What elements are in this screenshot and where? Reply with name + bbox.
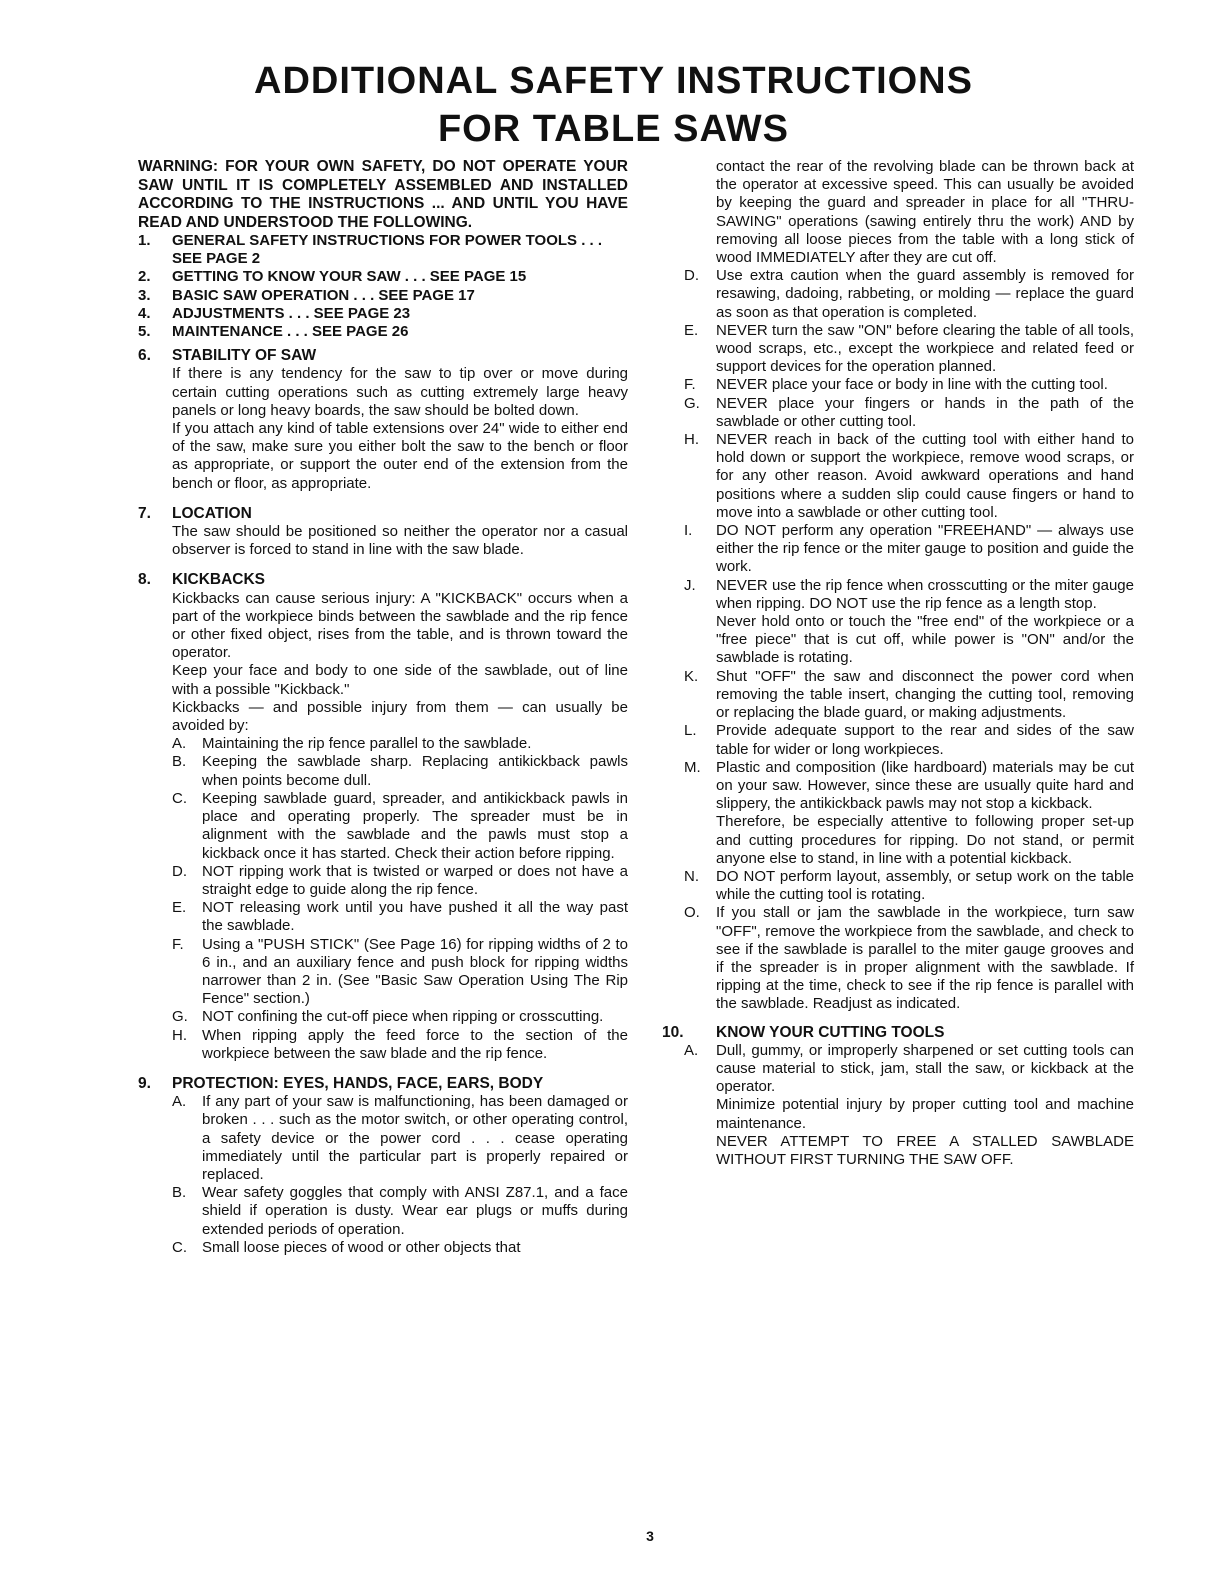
item-number: 3.: [138, 286, 151, 304]
item-number: 4.: [138, 304, 151, 322]
list-item: [138, 232, 628, 268]
sub-text: NEVER place your face or body in line with the cutting tool.: [716, 376, 1108, 394]
paragraph: Kickbacks can cause serious injury: A "KICKBACK" occurs when a part of the workpiece binds between the sawblade and the rip fence or other fixed object, rises from the table, and is thrown toward the operator.: [172, 589, 628, 662]
sub-text: Using a "PUSH STICK" (See Page 16) for ripping widths of 2 to 6 in., and an auxiliary fence and push block for ripping widths narrower than 2 in. (See "Basic Saw Operation Using The Rip Fence" section.): [202, 935, 628, 1008]
sub-item: [138, 1093, 628, 1184]
sub-text: Use extra caution when the guard assembly is removed for resawing, dadoing, rabbeting, or molding — replace the guard as soon as that operation is completed.: [716, 267, 1134, 321]
sub-letter: K.: [684, 667, 699, 685]
sub-letter: N.: [684, 867, 699, 885]
sub-item: [662, 376, 1134, 394]
sub-text: Plastic and composition (like hardboard) materials may be cut on your saw. However, since these are usually quite hard and slippery, the antikickback pawls may not stop a kickback.: [716, 758, 1134, 813]
page-number: 3: [646, 1528, 654, 1544]
sub-letter: H.: [172, 1026, 187, 1044]
section-title-text: LOCATION: [172, 504, 252, 522]
sub-item: [138, 899, 628, 935]
section-title: [138, 1075, 628, 1093]
section-title: [138, 505, 628, 523]
sub-item: [138, 735, 628, 753]
sub-text: Keeping the sawblade sharp. Replacing antikickback pawls when points become dull.: [202, 753, 628, 789]
sub-item: [662, 395, 1134, 431]
sub-text: NOT releasing work until you have pushed it all the way past the sawblade.: [202, 899, 628, 935]
page-title-line-1: ADDITIONAL SAFETY INSTRUCTIONS: [254, 60, 973, 102]
page-title-line-2: FOR TABLE SAWS: [437, 108, 790, 150]
section-title-text: KICKBACKS: [172, 571, 265, 589]
sub-letter: G.: [684, 394, 700, 412]
sub-letter: O.: [684, 904, 700, 922]
section-title-text: STABILITY OF SAW: [172, 347, 317, 365]
item-text: GENERAL SAFETY INSTRUCTIONS FOR POWER TOOLS . . . SEE PAGE 2: [172, 232, 603, 268]
sub-text: Small loose pieces of wood or other objects that: [202, 1238, 521, 1256]
sub-letter: A.: [684, 1041, 699, 1059]
sub-item: [138, 936, 628, 1009]
section-number: 9.: [138, 1074, 151, 1092]
section-number: 8.: [138, 571, 151, 589]
sub-letter: E.: [684, 321, 699, 339]
paragraph: If you attach any kind of table extensions over 24" wide to either end of the saw, make sure you either bolt the saw to the bench or floor as appropriate, or support the outer end of the extension from the bench or floor, as appropriate.: [172, 420, 628, 492]
sub-letter: B.: [172, 1184, 187, 1202]
list-item: [138, 268, 628, 286]
section-title: [138, 347, 628, 365]
item-text: BASIC SAW OPERATION . . . SEE PAGE 17: [172, 286, 475, 304]
sub-text: Shut "OFF" the saw and disconnect the power cord when removing the table insert, changing the cutting tool, removing or replacing the blade guard, or making adjustments.: [716, 667, 1134, 722]
sub-text: Maintaining the rip fence parallel to the sawblade.: [202, 735, 532, 753]
item-number: 1.: [138, 232, 151, 249]
sub-item: [662, 722, 1134, 758]
sub-item: [138, 1027, 628, 1063]
sub-letter: H.: [684, 431, 699, 449]
sub-item: [662, 868, 1134, 904]
sub-letter: L.: [684, 722, 697, 740]
section-stability: [138, 347, 628, 493]
item-number: 2.: [138, 268, 151, 286]
paragraph: Keep your face and body to one side of the sawblade, out of line with a possible "Kickback.": [172, 662, 628, 698]
sub-text: DO NOT perform layout, assembly, or setup work on the table while the cutting tool is rotating.: [716, 867, 1134, 904]
paragraph: Therefore, be especially attentive to following proper set-up and cutting procedures for ripping. Do not stand, or permit anyone else to stand, in line with a potential kickback.: [716, 813, 1134, 867]
sub-item: [138, 790, 628, 863]
right-column: [662, 158, 1134, 1169]
sub-letter: F.: [172, 935, 184, 953]
section-kickbacks: [138, 571, 628, 1062]
item-text: GETTING TO KNOW YOUR SAW . . . SEE PAGE 15: [172, 268, 527, 286]
sub-letter: G.: [172, 1008, 188, 1026]
sub-item: [662, 522, 1134, 577]
sub-text: Wear safety goggles that comply with ANSI Z87.1, and a face shield if operation is dusty. Wear ear plugs or muffs during extended periods of operation.: [202, 1184, 628, 1238]
section-title-text: KNOW YOUR CUTTING TOOLS: [716, 1023, 945, 1041]
section-location: [138, 505, 628, 560]
sub-item: [662, 904, 1134, 1013]
sub-item: [662, 267, 1134, 322]
sub-text: NOT ripping work that is twisted or warped or does not have a straight edge to guide along the rip fence.: [202, 862, 628, 898]
left-column: [138, 158, 628, 1257]
sub-letter: D.: [684, 267, 699, 285]
sub-item: [662, 431, 1134, 522]
sub-letter: E.: [172, 899, 187, 917]
paragraph: The saw should be positioned so neither the operator nor a casual observer is forced to stand in line with the saw blade.: [172, 523, 628, 559]
sub-item: [138, 1008, 628, 1026]
sub-text: Provide adequate support to the rear and sides of the saw table for wider or long workpieces.: [716, 722, 1134, 758]
sub-letter: C.: [172, 789, 187, 807]
sub-letter: D.: [172, 862, 187, 880]
sub-letter: A.: [172, 735, 187, 753]
sub-letter: F.: [684, 376, 696, 394]
list-item: [138, 287, 628, 305]
warning-text: WARNING: FOR YOUR OWN SAFETY, DO NOT OPERATE YOUR SAW UNTIL IT IS COMPLETELY ASSEMBLED AND INSTALLED ACCORDING TO THE INSTRUCTIONS ... AND UNTIL YOU HAVE READ AND UNDERSTOOD THE FOLLOWING.: [138, 158, 628, 231]
sub-letter: I.: [684, 522, 693, 540]
list-item: [138, 323, 628, 341]
sub-item: [138, 753, 628, 789]
sub-letter: M.: [684, 758, 701, 776]
sub-text: DO NOT perform any operation "FREEHAND" — always use either the rip fence or the miter gauge to position and guide the work.: [716, 522, 1134, 576]
section-protection: [138, 1075, 628, 1257]
sub-letter: J.: [684, 576, 696, 594]
sub-text: NEVER use the rip fence when crosscutting or the miter gauge when ripping. DO NOT use the rip fence as a length stop.: [716, 576, 1134, 612]
sub-item: [138, 863, 628, 899]
sub-text: Keeping sawblade guard, spreader, and antikickback pawls in place and operating properly. The spreader must be in alignment with the sawblade and the pawls must stop a kickback once it has started. Check their action before ripping.: [202, 789, 628, 862]
item-text: MAINTENANCE . . . SEE PAGE 26: [172, 323, 409, 341]
sub-text: NEVER place your fingers or hands in the path of the sawblade or other cutting tool.: [716, 394, 1134, 430]
sub-item: [662, 577, 1134, 613]
item-text: ADJUSTMENTS . . . SEE PAGE 23: [172, 304, 411, 322]
section-title: [662, 1024, 1134, 1042]
item-number: 5.: [138, 323, 151, 341]
sub-text: Dull, gummy, or improperly sharpened or set cutting tools can cause material to stick, jam, stall the saw, or kickback at the operator.: [716, 1041, 1134, 1096]
sub-text: If any part of your saw is malfunctioning, has been damaged or broken . . . such as the motor switch, or other operating control, a safety device or the power cord . . . cease operating immediately until the particular part is properly repaired or replaced.: [202, 1093, 628, 1183]
sub-text: When ripping apply the feed force to the section of the workpiece between the saw blade and the rip fence.: [202, 1026, 628, 1062]
sub-text: NEVER reach in back of the cutting tool with either hand to hold down or support the workpiece, remove wood scraps, or for any other reason. Avoid awkward operations and hand positions where a sudden slip could cause fingers or hand to move into a sawblade or other cutting tool.: [716, 431, 1134, 521]
paragraph: Kickbacks — and possible injury from them — can usually be avoided by:: [172, 698, 628, 735]
sub-letter: C.: [172, 1238, 187, 1256]
sub-letter: A.: [172, 1093, 187, 1111]
sub-item: [662, 1042, 1134, 1097]
sub-item: [138, 1184, 628, 1239]
continued-paragraph: contact the rear of the revolving blade can be thrown back at the operator at excessive speed. This can usually be avoided by keeping the guard and spreader in place for all "THRU-SAWING" operations (sawing entirely thru the work) AND by removing all loose pieces from the table with a long stick of wood IMMEDIATELY after they are cut off.: [716, 158, 1134, 267]
sub-text: If you stall or jam the sawblade in the workpiece, turn saw "OFF", remove the workpiece from the sawblade, and check to see if the sawblade is parallel to the miter gauge grooves and if the spreader is in proper alignment with the sawblade. If ripping at the time, check to see if the rip fence is parallel with the sawblade. Readjust as indicated.: [716, 904, 1134, 1013]
sub-item: [662, 668, 1134, 723]
sub-text: NEVER turn the saw "ON" before clearing the table of all tools, wood scraps, etc., except the workpiece and related feed or support devices for the operation planned.: [716, 321, 1134, 376]
sub-item: [662, 759, 1134, 814]
section-title: [138, 571, 628, 589]
paragraph: If there is any tendency for the saw to tip over or move during certain cutting operations such as cutting extremely large heavy panels or long heavy boards, the saw should be bolted down.: [172, 365, 628, 419]
section-title-text: PROTECTION: EYES, HANDS, FACE, EARS, BODY: [172, 1074, 544, 1092]
section-number: 10.: [662, 1023, 684, 1041]
section-number: 7.: [138, 504, 151, 522]
paragraph: NEVER ATTEMPT TO FREE A STALLED SAWBLADE WITHOUT FIRST TURNING THE SAW OFF.: [716, 1132, 1134, 1168]
sub-text: NOT confining the cut-off piece when ripping or crosscutting.: [202, 1008, 604, 1026]
paragraph: Never hold onto or touch the "free end" of the workpiece or a "free piece" that is cut off, while power is "ON" and/or the sawblade is rotating.: [716, 613, 1134, 667]
sub-letter: B.: [172, 753, 187, 771]
paragraph: Minimize potential injury by proper cutting tool and machine maintenance.: [716, 1096, 1134, 1132]
sub-item: [138, 1239, 628, 1257]
section-number: 6.: [138, 347, 151, 365]
sub-item: [662, 322, 1134, 377]
list-item: [138, 305, 628, 323]
